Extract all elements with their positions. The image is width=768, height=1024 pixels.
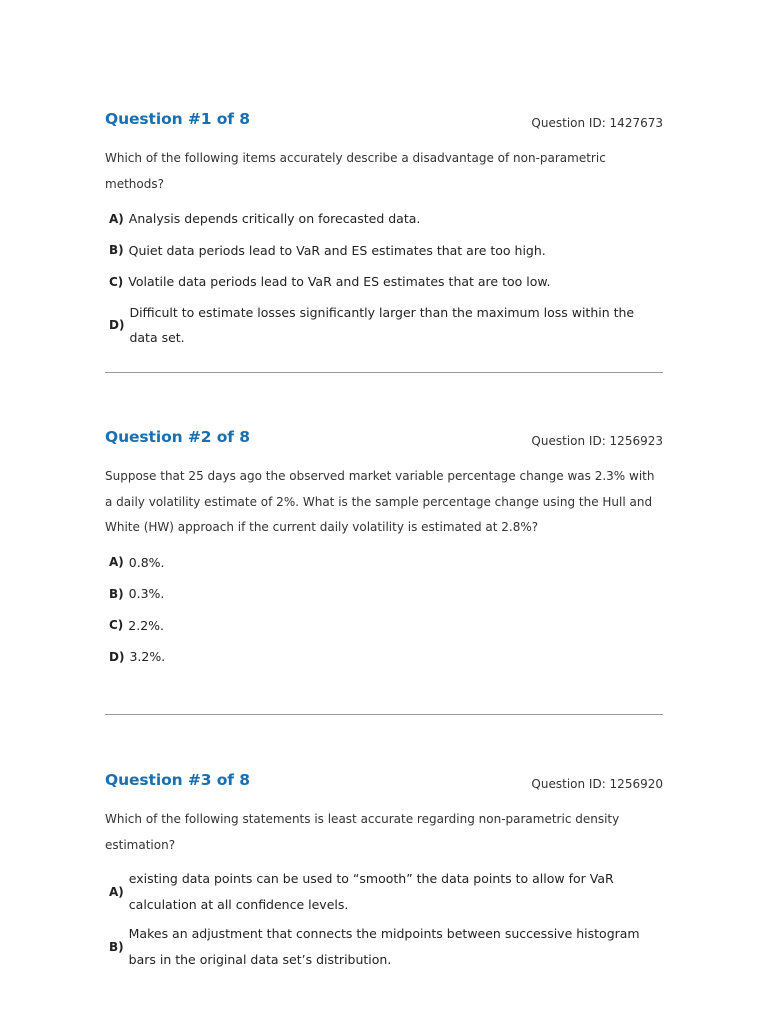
answer-option-c[interactable] <box>105 612 663 640</box>
answer-text: existing data points can be used to “smooth” the data points to allow for VaR calculation at all confidence levels. <box>128 871 614 912</box>
answer-text: Volatile data periods lead to VaR and ES estimates that are too low. <box>128 274 551 289</box>
answer-letter: D) <box>109 649 125 664</box>
question-divider <box>105 714 663 715</box>
answer-option-b[interactable] <box>105 580 663 608</box>
answer-list <box>105 205 663 351</box>
answer-letter: B) <box>109 939 124 954</box>
answer-letter: B) <box>109 243 124 258</box>
question-header <box>105 771 663 799</box>
answer-option-a[interactable] <box>105 549 663 577</box>
answer-text: 0.8%. <box>128 554 165 570</box>
answer-text: Difficult to estimate losses significantly larger than the maximum loss within the data set. <box>129 304 635 345</box>
question-header <box>105 110 663 138</box>
answer-text: Quiet data periods lead to VaR and ES estimates that are too high. <box>128 242 546 258</box>
question-text: Which of the following statements is least accurate regarding non-parametric density estimation? <box>105 812 620 852</box>
answer-text: 2.2%. <box>128 617 165 633</box>
answer-option-b[interactable] <box>105 921 663 972</box>
question-header <box>105 428 663 456</box>
answer-option-a[interactable] <box>105 205 663 233</box>
question-2 <box>105 428 663 675</box>
answer-option-d[interactable] <box>105 643 663 671</box>
question-text: Suppose that 25 days ago the observed market variable percentage change was 2.3% with a daily volatility estimate of 2%. What is the sample percentage change using the Hull and White (HW) approach if the current daily volatility is estimated at 2.8%? <box>105 469 655 534</box>
answer-letter: C) <box>109 618 124 633</box>
answer-text: Makes an adjustment that connects the midpoints between successive histogram bars in the original data set’s distribution. <box>128 926 640 967</box>
answer-list <box>105 866 663 972</box>
answer-letter: D) <box>109 318 125 332</box>
question-title: Question #1 of 8 <box>105 110 250 128</box>
answer-letter: A) <box>109 211 124 226</box>
answer-text: 3.2%. <box>129 649 166 664</box>
question-id: Question ID: 1427673 <box>531 116 663 130</box>
answer-text: Analysis depends critically on forecasted data. <box>128 211 421 226</box>
answer-text: 0.3%. <box>128 586 165 601</box>
answer-option-d[interactable] <box>105 300 663 351</box>
answer-option-c[interactable] <box>105 268 663 296</box>
question-id: Question ID: 1256920 <box>531 777 663 791</box>
answer-option-b[interactable] <box>105 237 663 265</box>
question-title: Question #3 of 8 <box>105 771 250 789</box>
answer-letter: B) <box>109 586 124 601</box>
answer-letter: A) <box>109 555 124 570</box>
question-divider <box>105 372 663 373</box>
question-text: Which of the following items accurately describe a disadvantage of non-parametric methods? <box>105 151 606 191</box>
answer-letter: A) <box>109 884 124 899</box>
question-title: Question #2 of 8 <box>105 428 250 446</box>
question-3 <box>105 771 663 976</box>
answer-option-a[interactable] <box>105 866 663 917</box>
answer-list <box>105 549 663 671</box>
answer-letter: C) <box>109 274 124 289</box>
question-1 <box>105 110 663 355</box>
question-id: Question ID: 1256923 <box>531 434 663 448</box>
